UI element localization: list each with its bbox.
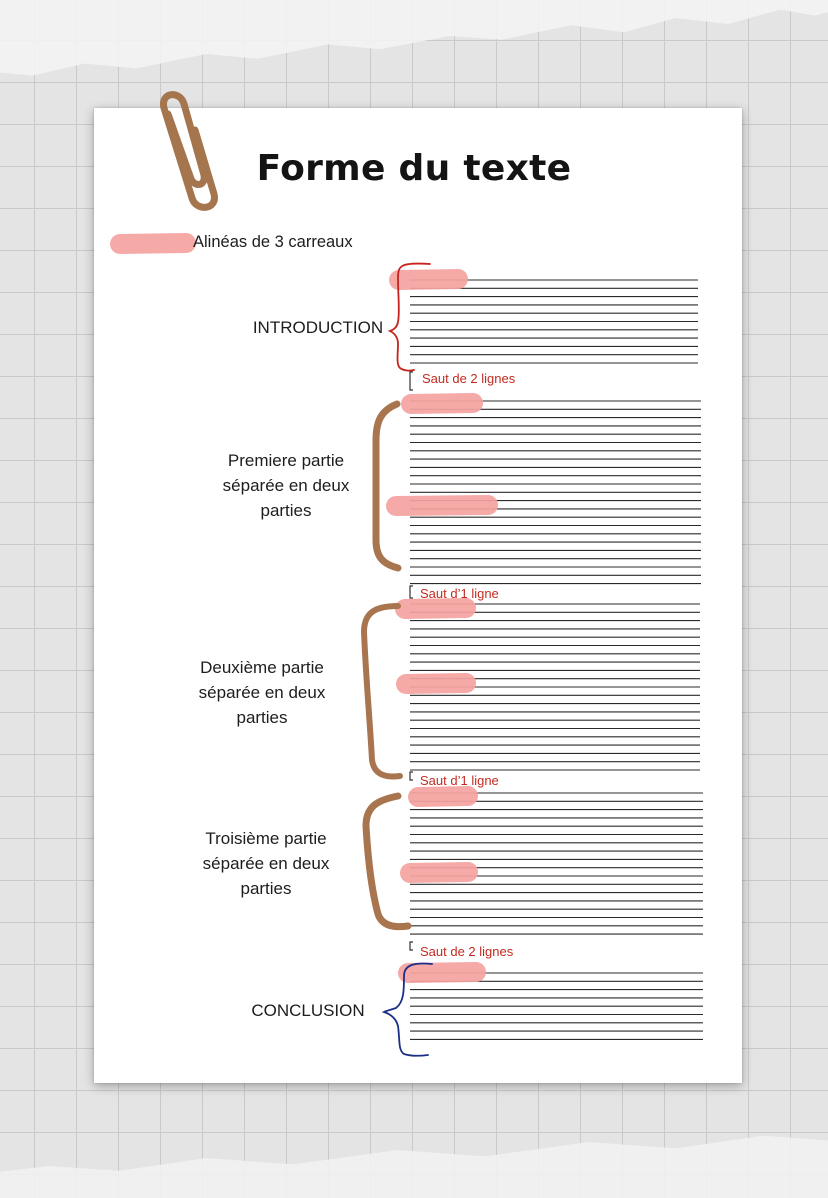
section-label-part-1: Premiere partie séparée en deux parties: [222, 451, 350, 520]
section-label-conclusion: CONCLUSION: [251, 1001, 365, 1020]
skip-label-3: Saut d’1 ligne: [420, 773, 499, 788]
skip-label-2: Saut d’1 ligne: [420, 586, 499, 601]
indent-highlight: [418, 796, 468, 797]
skip-bracket: [410, 942, 413, 950]
skip-label-1: Saut de 2 lignes: [422, 371, 516, 386]
section-label-introduction: INTRODUCTION: [252, 318, 384, 337]
indent-highlight: [396, 505, 488, 506]
skip-bracket: [410, 772, 413, 780]
indent-highlight: [399, 279, 458, 280]
legend-label: Alinéas de 3 carreaux: [193, 233, 353, 251]
indent-highlight: [411, 403, 473, 404]
brace-part-1: [376, 404, 398, 568]
skip-bracket: [410, 586, 413, 598]
indent-highlight: [408, 972, 476, 973]
section-label-part-3: Troisième partie séparée en deux parties: [202, 829, 330, 898]
indent-highlight: [405, 608, 466, 609]
section-label-part-2: Deuxième partie séparée en deux parties: [198, 658, 326, 727]
brace-part-2: [364, 606, 400, 776]
indent-highlight: [406, 683, 466, 684]
legend-swatch: [120, 243, 186, 244]
brace-part-3: [366, 796, 408, 927]
indent-highlight: [410, 872, 468, 873]
skip-label-4: Saut de 2 lignes: [420, 944, 514, 959]
skip-bracket: [410, 372, 413, 390]
page-title: Forme du texte: [256, 148, 572, 189]
